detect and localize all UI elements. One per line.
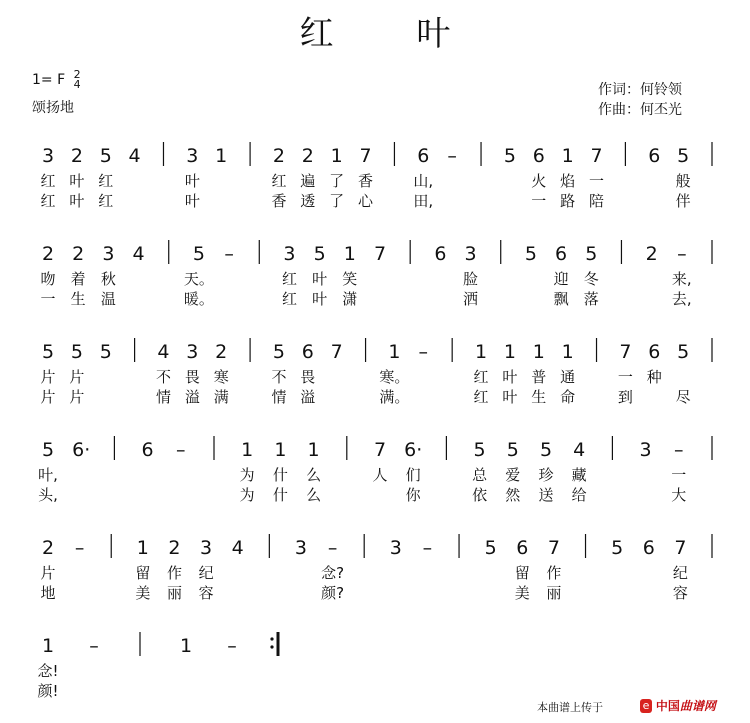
lyric-syllable: 叶	[184, 192, 200, 210]
lyric-syllable: 去,	[671, 290, 692, 308]
lyric-syllable: 送	[538, 486, 554, 504]
note: 5	[585, 243, 598, 265]
note: 5	[473, 439, 486, 461]
notation-row	[0, 236, 750, 268]
lyric-syllable: 片	[69, 368, 85, 386]
lyric-syllable: 留	[514, 564, 530, 582]
note: 2	[72, 243, 85, 265]
lyric-syllable: 什	[272, 466, 288, 484]
lyric-syllable: 一	[671, 466, 687, 484]
note: 1	[136, 537, 149, 559]
lyric-syllable: 着	[70, 270, 86, 288]
lyric-syllable: 头,	[38, 486, 58, 504]
note: 7	[330, 341, 343, 363]
note: 7	[373, 439, 387, 461]
lyric-syllable: 红	[281, 270, 297, 288]
lyric-syllable: 尽	[675, 388, 691, 406]
note: 7	[590, 145, 603, 167]
note: 1	[561, 341, 574, 363]
lyric-syllable: 焰	[560, 172, 576, 190]
note: 6	[648, 341, 661, 363]
note: 5	[272, 341, 286, 363]
note: 5	[524, 243, 537, 265]
lyric-syllable: 纪	[198, 564, 214, 582]
lyric-syllable: 叶	[184, 172, 200, 190]
note: 5	[484, 537, 497, 559]
note: 6	[434, 243, 447, 265]
lyric-syllable: 寒	[213, 368, 229, 386]
note: 7	[547, 537, 560, 559]
note: 6	[555, 243, 568, 265]
lyric-verse-1	[0, 466, 750, 485]
lyric-syllable: 美	[135, 584, 151, 602]
lyric-syllable: 潇	[342, 290, 358, 308]
lyric-syllable: 寒。	[379, 368, 410, 386]
lyricist-credit: 作词：何铃领	[598, 82, 682, 98]
lyric-syllable: 丽	[546, 584, 562, 602]
lyric-syllable: 红	[281, 290, 297, 308]
note: 2	[645, 243, 658, 265]
note: 2	[215, 341, 228, 363]
notation-row	[0, 138, 750, 170]
note: 2	[168, 537, 181, 559]
lyric-syllable: 生	[531, 388, 547, 406]
lyric-syllable: 片	[40, 388, 56, 406]
note: 4	[157, 341, 170, 363]
lyric-syllable: 红	[98, 192, 114, 210]
note: 6	[532, 145, 545, 167]
lyric-syllable: 暖。	[183, 290, 214, 308]
note: 3	[464, 243, 477, 265]
lyric-syllable: 大	[671, 486, 687, 504]
note: 1	[215, 145, 228, 167]
lyric-syllable: 片	[40, 564, 56, 582]
lyric-syllable: 美	[514, 584, 530, 602]
lyric-syllable: 了	[329, 172, 345, 190]
lyric-syllable: 一	[589, 172, 605, 190]
notation-row	[0, 530, 750, 562]
note: 1	[330, 145, 343, 167]
lyric-syllable: 人	[372, 466, 388, 484]
lyric-syllable: 珍	[538, 466, 554, 484]
lyric-syllable: 满	[213, 388, 229, 406]
note: 1	[532, 341, 545, 363]
lyric-syllable: 么	[306, 466, 322, 484]
note: 7	[373, 243, 387, 265]
lyric-syllable: 山,	[413, 172, 434, 190]
note: 6	[648, 145, 661, 167]
dash-note: –	[224, 243, 234, 265]
note: 3	[283, 243, 296, 265]
lyric-syllable: 么	[306, 486, 322, 504]
dash-note: –	[418, 341, 429, 363]
lyric-syllable: 天。	[183, 270, 214, 288]
lyric-syllable: 生	[70, 290, 86, 308]
lyric-syllable: 遍	[300, 172, 316, 190]
lyric-syllable: 片	[69, 388, 85, 406]
lyric-syllable: 藏	[571, 466, 587, 484]
note: 6·	[404, 439, 423, 461]
note: 3	[41, 145, 55, 167]
logo-text-b: 曲谱网	[679, 699, 716, 713]
lyric-syllable: 给	[571, 486, 587, 504]
lyric-syllable: 命	[560, 388, 576, 406]
site-logo	[640, 697, 744, 715]
note: 4	[231, 537, 244, 559]
notation-row	[0, 628, 750, 660]
lyric-syllable: 透	[300, 192, 316, 210]
key-label: 1= F	[32, 72, 66, 88]
logo-text-a: 中国	[655, 699, 680, 713]
lyric-syllable: 路	[560, 192, 576, 210]
note: 4	[573, 439, 586, 461]
lyric-syllable: 种	[646, 368, 662, 386]
lyric-verse-1	[0, 270, 750, 289]
time-denominator: 4	[73, 78, 81, 91]
lyric-verse-2	[0, 388, 750, 407]
lyric-verse-1	[0, 172, 750, 191]
lyric-syllable: 了	[329, 192, 345, 210]
lyric-syllable: 伴	[675, 192, 691, 210]
note: 5	[70, 341, 83, 363]
lyric-syllable: 颜?	[321, 584, 345, 602]
lyric-syllable: 吻	[40, 270, 56, 288]
lyric-syllable: 陪	[589, 192, 605, 210]
lyric-verse-2	[0, 584, 750, 603]
note: 5	[539, 439, 553, 461]
lyric-verse-2	[0, 486, 750, 505]
note: 7	[674, 537, 687, 559]
lyric-syllable: 田,	[413, 192, 434, 210]
note: 2	[272, 145, 286, 167]
lyric-syllable: 情	[155, 388, 171, 406]
lyric-syllable: 畏	[184, 368, 200, 386]
note: 6	[516, 537, 529, 559]
note: 5	[677, 341, 690, 363]
lyric-syllable: 一	[40, 290, 56, 308]
lyric-syllable: 什	[272, 486, 288, 504]
time-signature	[74, 70, 81, 90]
notation-row	[0, 432, 750, 464]
note: 1	[561, 145, 574, 167]
song-title: 红 叶	[299, 14, 487, 54]
lyric-verse-2	[0, 290, 750, 309]
lyric-syllable: 落	[583, 290, 599, 308]
lyric-syllable: 叶	[69, 192, 85, 210]
notation-row	[0, 334, 750, 366]
lyric-syllable: 容	[672, 584, 688, 602]
lyric-syllable: 叶	[312, 290, 328, 308]
lyric-syllable: 总	[472, 466, 488, 484]
lyric-syllable: 作	[166, 564, 182, 582]
note: 6	[141, 439, 154, 461]
lyric-syllable: 飘	[553, 290, 569, 308]
lyric-syllable: 念?	[321, 564, 345, 582]
lyric-syllable: 一	[617, 368, 633, 386]
dash-note: –	[677, 243, 687, 265]
lyric-syllable: 来,	[671, 270, 692, 288]
lyric-syllable: 叶,	[38, 466, 58, 484]
lyric-syllable: 不	[271, 368, 287, 386]
dash-note: –	[447, 145, 457, 167]
note: 6	[301, 341, 314, 363]
lyric-syllable: 香	[358, 172, 374, 190]
note: 3	[639, 439, 652, 461]
note: 1	[343, 243, 356, 265]
key-signature	[32, 70, 81, 90]
lyric-verse-1	[0, 564, 750, 583]
note: 3	[102, 243, 115, 265]
dash-note: –	[89, 635, 99, 657]
lyric-syllable: 情	[271, 388, 287, 406]
note: 1	[388, 341, 401, 363]
lyric-syllable: 洒	[463, 290, 479, 308]
note: 5	[41, 341, 55, 363]
composer-credit: 作曲：何丕光	[598, 102, 682, 118]
lyric-syllable: 容	[198, 584, 214, 602]
dash-note: –	[74, 537, 85, 559]
dash-note: –	[422, 537, 433, 559]
lyric-syllable: 留	[135, 564, 151, 582]
note: 7	[359, 145, 372, 167]
lyric-verse-2	[0, 192, 750, 211]
note: 5	[192, 243, 205, 265]
note: 5	[677, 145, 690, 167]
lyric-syllable: 脸	[463, 270, 479, 288]
lyric-syllable: 爱	[505, 466, 521, 484]
lyric-syllable: 地	[40, 584, 56, 602]
note: 7	[619, 341, 632, 363]
lyric-syllable: 迎	[553, 270, 569, 288]
note: 2	[301, 145, 314, 167]
lyric-syllable: 满。	[379, 388, 410, 406]
lyric-verse-2	[0, 682, 750, 701]
note: 1	[241, 439, 254, 461]
note: 3	[294, 537, 307, 559]
lyric-syllable: 叶	[502, 368, 518, 386]
lyric-syllable: 念!	[37, 662, 59, 680]
note: 6·	[72, 439, 91, 461]
note: 1	[41, 635, 55, 657]
lyric-syllable: 颜!	[37, 682, 59, 700]
note: 2	[70, 145, 83, 167]
lyric-syllable: 作	[546, 564, 562, 582]
lyric-syllable: 温	[100, 290, 116, 308]
repeat-dot	[270, 645, 273, 648]
note: 6	[417, 145, 430, 167]
lyric-syllable: 秋	[100, 270, 116, 288]
note: 3	[200, 537, 213, 559]
note: 1	[474, 341, 488, 363]
note: 5	[99, 341, 112, 363]
note: 4	[132, 243, 145, 265]
note: 1	[274, 439, 287, 461]
lyric-syllable: 红	[40, 192, 56, 210]
lyric-syllable: 火	[531, 172, 547, 190]
note: 2	[41, 243, 55, 265]
lyric-syllable: 溢	[300, 388, 316, 406]
note: 1	[307, 439, 320, 461]
lyric-syllable: 依	[472, 486, 488, 504]
lyric-syllable: 笑	[342, 270, 358, 288]
note: 3	[186, 145, 199, 167]
note: 5	[503, 145, 516, 167]
tempo-marking: 颂扬地	[32, 100, 74, 116]
lyric-syllable: 然	[505, 486, 521, 504]
note: 5	[99, 145, 112, 167]
lyric-syllable: 普	[531, 368, 547, 386]
note: 5	[611, 537, 624, 559]
dash-note: –	[674, 439, 684, 461]
lyric-syllable: 红	[271, 172, 287, 190]
lyric-syllable: 片	[40, 368, 56, 386]
lyric-syllable: 畏	[300, 368, 316, 386]
note: 4	[128, 145, 141, 167]
time-numerator: 2	[73, 68, 81, 81]
lyric-syllable: 纪	[672, 564, 688, 582]
note: 3	[186, 341, 199, 363]
lyric-syllable: 心	[358, 192, 374, 210]
dash-note: –	[327, 537, 338, 559]
lyric-syllable: 不	[155, 368, 171, 386]
logo-mark-icon: e	[640, 699, 652, 713]
lyric-syllable: 一	[531, 192, 547, 210]
lyric-syllable: 为	[239, 466, 255, 484]
lyric-syllable: 为	[239, 486, 255, 504]
lyric-verse-1	[0, 368, 750, 387]
lyric-syllable: 叶	[312, 270, 328, 288]
lyric-syllable: 红	[473, 388, 489, 406]
lyric-syllable: 通	[560, 368, 576, 386]
note: 2	[41, 537, 55, 559]
lyric-syllable: 丽	[166, 584, 182, 602]
dash-note: –	[227, 635, 237, 657]
note: 5	[41, 439, 55, 461]
lyric-syllable: 叶	[69, 172, 85, 190]
lyric-syllable: 红	[473, 368, 489, 386]
lyric-syllable: 们	[405, 466, 421, 484]
note: 5	[313, 243, 326, 265]
dash-note: –	[176, 439, 186, 461]
note: 3	[389, 537, 402, 559]
lyric-syllable: 冬	[583, 270, 599, 288]
upload-note: 本曲谱上传于	[537, 701, 603, 714]
note: 1	[179, 635, 193, 657]
lyric-syllable: 你	[405, 486, 421, 504]
lyric-syllable: 叶	[502, 388, 518, 406]
lyric-syllable: 红	[40, 172, 56, 190]
lyric-syllable: 到	[617, 388, 633, 406]
lyric-syllable: 香	[271, 192, 287, 210]
note: 1	[503, 341, 516, 363]
lyric-syllable: 红	[98, 172, 114, 190]
lyric-syllable: 般	[675, 172, 691, 190]
repeat-dot	[270, 637, 273, 640]
lyric-syllable: 溢	[184, 388, 200, 406]
note: 5	[506, 439, 519, 461]
note: 6	[642, 537, 655, 559]
lyric-verse-1	[0, 662, 750, 681]
